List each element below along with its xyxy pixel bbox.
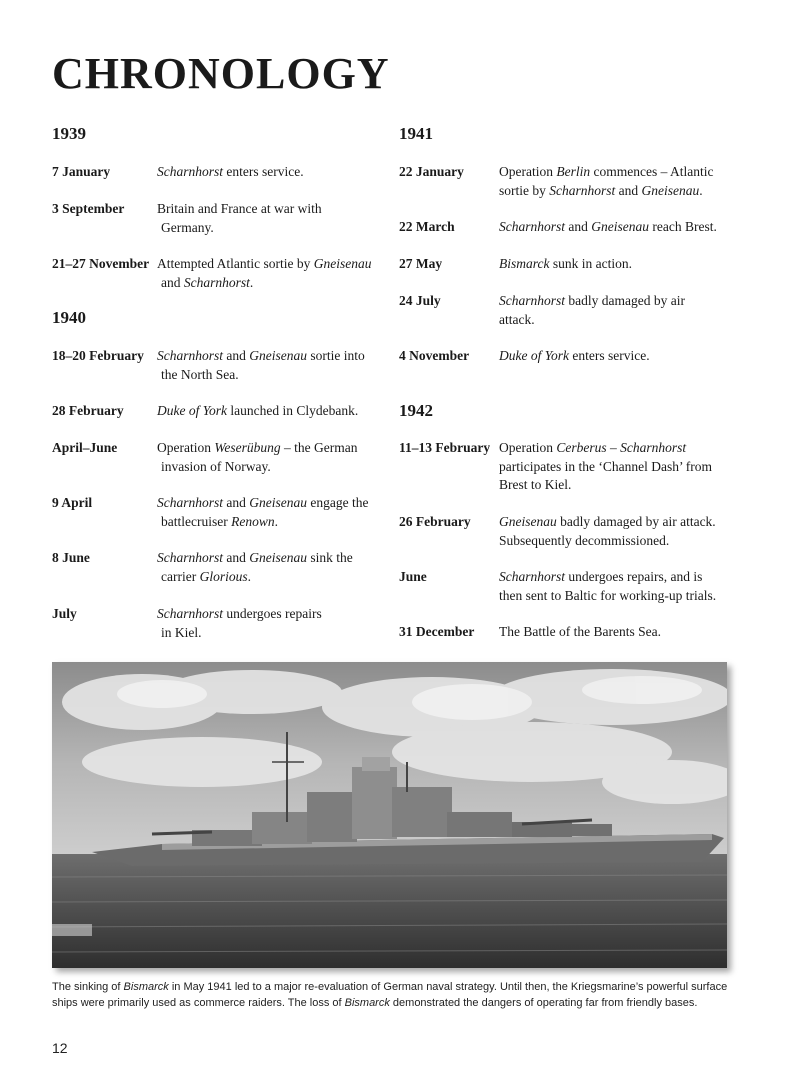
entry-date: 27 May xyxy=(399,256,443,271)
battleship-illustration xyxy=(52,662,727,968)
entry-date: 9 April xyxy=(52,495,93,510)
entry-date: April–June xyxy=(52,440,118,455)
entry-description: Scharnhorst badly damaged by air attack. xyxy=(499,293,685,327)
page-number: 12 xyxy=(52,1040,68,1056)
entry-description: Duke of York enters service. xyxy=(499,348,650,363)
year-heading-1942: 1942 xyxy=(399,401,433,420)
photo-caption: The sinking of Bismarck in May 1941 led to a major re-evaluation of German naval strategy. Until then, the Kriegsmarine’s powerful surface ships were primarily used as commerce raiders. The loss of Bismarck demonstrated the dangers of operating far from friendly bases. xyxy=(52,981,728,1009)
entry-date: June xyxy=(399,569,427,584)
entry-date: July xyxy=(52,606,77,621)
entry-description: Operation Berlin commences – Atlantic sortie by Scharnhorst and Gneisenau. xyxy=(499,164,714,198)
entry-description: The Battle of the Barents Sea. xyxy=(499,624,661,639)
entry-description: Scharnhorst and Gneisenau reach Brest. xyxy=(499,219,717,234)
year-heading-1940: 1940 xyxy=(52,308,86,327)
entry-date: 31 December xyxy=(399,624,475,639)
entry-description: Scharnhorst enters service. xyxy=(157,164,304,179)
entry-description: Operation Weserübung – the German invasion of Norway. xyxy=(157,440,358,474)
entry-description: Scharnhorst and Gneisenau engage the battlecruiser Renown. xyxy=(157,495,369,529)
entry-date: 24 July xyxy=(399,293,441,308)
entry-date: 18–20 February xyxy=(52,348,144,363)
entry-date: 4 November xyxy=(399,348,470,363)
entry-description: Duke of York launched in Clydebank. xyxy=(157,403,359,418)
entry-description: Gneisenau badly damaged by air attack. Subsequently decommissioned. xyxy=(499,514,716,548)
entry-date: 8 June xyxy=(52,550,90,565)
entry-date: 7 January xyxy=(52,164,111,179)
entry-description: Operation Cerberus – Scharnhorst participates in the ‘Channel Dash’ from Brest to Kiel. xyxy=(499,440,713,492)
battleship-photo xyxy=(52,662,727,968)
entry-description: Scharnhorst undergoes repairs in Kiel. xyxy=(157,606,322,640)
entry-description: Scharnhorst undergoes repairs, and is then sent to Baltic for working-up trials. xyxy=(499,569,717,603)
entry-date: 22 March xyxy=(399,219,455,234)
entry-date: 26 February xyxy=(399,514,471,529)
entry-date: 21–27 November xyxy=(52,256,150,271)
entry-date: 3 September xyxy=(52,201,125,216)
entry-description: Britain and France at war with Germany. xyxy=(157,201,322,235)
entry-date: 11–13 February xyxy=(399,440,491,455)
entry-description: Scharnhorst and Gneisenau sortie into the North Sea. xyxy=(157,348,365,382)
year-heading-1941: 1941 xyxy=(399,124,433,143)
entry-description: Scharnhorst and Gneisenau sink the carrier Glorious. xyxy=(157,550,353,584)
entry-description: Bismarck sunk in action. xyxy=(499,256,632,271)
page-title: CHRONOLOGY xyxy=(52,49,390,98)
entry-date: 28 February xyxy=(52,403,124,418)
entry-date: 22 January xyxy=(399,164,464,179)
year-heading-1939: 1939 xyxy=(52,124,86,143)
entry-description: Attempted Atlantic sortie by Gneisenau and Scharnhorst. xyxy=(157,256,372,290)
